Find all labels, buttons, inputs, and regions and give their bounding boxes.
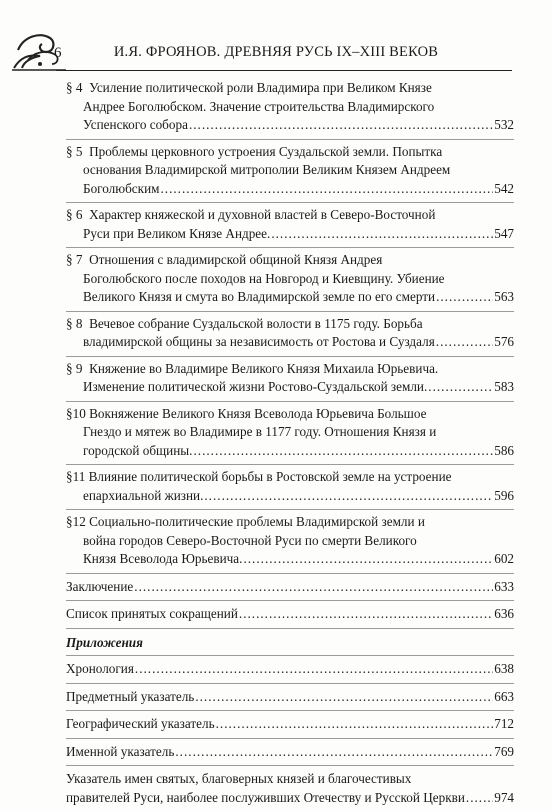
entry-line: Социально-политические проблемы Владимирской земли и [89,514,425,529]
entry-line: Характер княжеской и духовной властей в Северо-Восточной [89,207,436,222]
leader-dots [175,743,493,762]
toc-entry[interactable] [66,312,514,357]
entry-line: Изменение политической жизни Ростово-Суздальской земли. [83,379,428,394]
entry-line: Проблемы церковного устроения Суздальской земли. Попытка [89,143,443,159]
entry-line: Князя Всеволода Юрьевича. [83,551,243,566]
entry-line: Влияние политической борьбы в Ростовской земле на устроение [88,469,452,484]
entry-line: Успенского собора [83,117,188,132]
leader-dots [216,715,494,734]
entry-line: Вокняжение Великого Князя Всеволода Юрьевича Большое [89,405,427,421]
entry-line: Гнездо и мятеж во Владимире в 1177 году. Отношения Князя и [83,424,437,439]
page-ref: 576 [494,334,514,349]
page-ref: 542 [494,180,514,196]
section-mark: § 4 [66,80,83,95]
page-ref: 633 [494,578,514,594]
page-header [0,28,552,72]
section-mark: § 7 [66,252,83,267]
leader-dots [189,116,493,135]
page-ref: 769 [494,743,514,759]
section-mark: § 9 [66,360,83,376]
entry-line: основания Владимирской митрополии Великим Князем Андреем [83,162,451,177]
leader-dots [135,660,493,679]
section-mark: § 6 [66,207,83,222]
entry-line: Отношения с владимирской общиной Князя Андрея [89,252,383,267]
entry-line: владимирской общины за независимость от Ростова и Суздаля [83,334,435,349]
page-ref: 563 [494,289,514,304]
section-mark: §10 [66,405,86,421]
toc-entry-abbreviations[interactable] [66,601,514,629]
leader-dots [195,688,493,707]
page-ref: 638 [494,661,514,676]
entry-line: Руси при Великом Князе Андрее. [83,225,271,241]
leader-dots [160,180,493,199]
entry-line: Вечевое собрание Суздальской волости в 1175 году. Борьба [89,315,423,331]
toc-entry[interactable] [66,76,514,140]
section-mark: § 8 [66,315,83,331]
leader-dots [436,288,493,307]
entry-line: Географический указатель [66,716,215,731]
entry-line: Княжение во Владимире Великого Князя Михаила Юрьевича. [89,360,439,376]
header-rule [56,70,512,71]
leader-dots [271,225,493,244]
page-ref: 663 [494,688,514,704]
entry-line: война городов Северо-Восточной Руси по смерти Великого [83,532,417,548]
leader-dots [239,605,493,624]
toc-entry[interactable] [66,465,514,510]
section-mark: §11 [66,469,86,484]
table-of-contents [66,76,514,811]
page-ref: 596 [494,487,514,503]
toc-entry-appendix[interactable] [66,711,514,739]
toc-entry[interactable] [66,203,514,248]
section-mark: §12 [66,514,86,529]
leader-dots [466,789,493,808]
entry-line: епархиальной жизни. [83,487,204,503]
leader-dots [193,442,493,461]
leader-dots [436,333,493,352]
page-ref: 586 [494,442,514,458]
leader-dots [134,578,493,597]
toc-entry-appendix[interactable] [66,739,514,767]
section-mark: § 5 [66,143,83,159]
toc-entry-saints-index[interactable] [66,766,514,811]
page-ref: 547 [494,225,514,241]
toc-entry-conclusion[interactable] [66,574,514,602]
toc-entry[interactable] [66,357,514,402]
entry-line: Список принятых сокращений [66,606,238,621]
entry-line: Великого Князя и смута во Владимирской земле по его смерти [83,289,436,304]
leader-dots [428,378,493,397]
entry-line: Андрее Боголюбском. Значение строительства Владимирского [83,98,435,114]
toc-entry-appendix[interactable] [66,684,514,712]
page-ref: 636 [494,606,514,621]
entry-line: правителей Руси, наиболее послуживших Отечеству и Русской Церкви [66,789,465,805]
entry-line: Заключение [66,578,134,594]
entry-line: городской общины. [83,442,193,458]
running-title: И.Я. ФРОЯНОВ. ДРЕВНЯЯ РУСЬ IX–XIII ВЕКОВ [113,44,439,60]
toc-entry[interactable] [66,402,514,466]
toc-entry-appendix[interactable] [66,655,514,684]
appendix-heading: Приложения [66,634,143,650]
leader-dots [243,550,493,569]
entry-line: Боголюбским [83,180,160,196]
toc-entry[interactable] [66,248,514,312]
page-ref: 583 [494,379,514,394]
page-ref: 602 [494,551,514,566]
entry-line: Усиление политической роли Владимира при Великом Князе [89,80,432,95]
page-ref: 532 [494,117,514,132]
toc-entry[interactable] [66,510,514,574]
entry-line: Боголюбского после походов на Новгород и Киевщину. Убиение [83,270,445,286]
page-ref: 712 [494,716,514,731]
page-number: 6 [54,45,62,61]
leader-dots [204,487,493,506]
entry-line: Предметный указатель [66,688,195,704]
page-ref: 974 [494,789,514,805]
entry-line: Именной указатель [66,743,175,759]
toc-entry[interactable] [66,140,514,204]
entry-line: Хронология [66,661,134,676]
entry-line: Указатель имен святых, благоверных князей и благочестивых [66,771,412,786]
